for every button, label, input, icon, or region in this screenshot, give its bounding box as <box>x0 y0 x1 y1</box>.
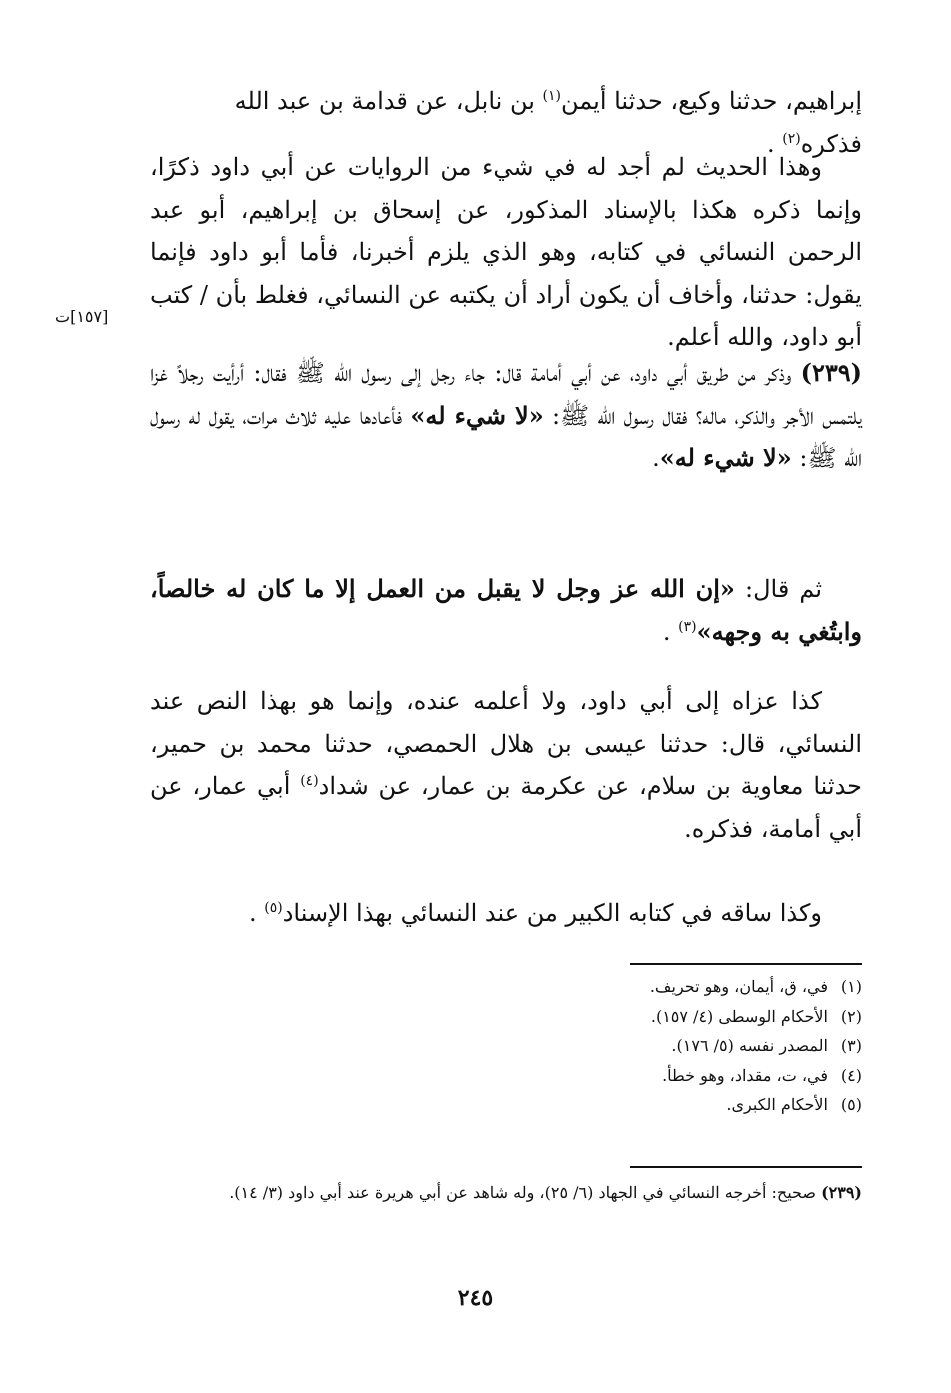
paragraph-1-text: إبراهيم، حدثنا وكيع، حدثنا أيمن <box>561 87 862 115</box>
footnote-ref-5[interactable]: (٥) <box>264 900 283 916</box>
paragraph-5-text: كذا عزاه إلى أبي داود، ولا أعلمه عنده، وإنما هو بهذا النص عند النسائي، قال: حدثنا عيسى بن هلال الحمصي، حدثنا محمد بن حمير، حدثنا معاوية بن سلام، عن عكرمة بن عمار، عن شداد <box>150 687 862 800</box>
footnote-5-number: (٥) <box>840 1095 862 1114</box>
footnote-5 <box>420 1090 862 1120</box>
takhrij-note <box>150 1178 862 1208</box>
takhrij-number: (٢٣٩) <box>821 1183 862 1202</box>
paragraph-hadith-239 <box>150 352 862 480</box>
footnote-ref-1[interactable]: (١) <box>542 88 561 104</box>
paragraph-1-text-b: بن نابل، عن قدامة بن عبد الله فذكره <box>234 87 862 158</box>
paragraph-6 <box>150 892 862 935</box>
footnote-2-text: الأحكام الوسطى (٤/ ١٥٧). <box>650 1006 828 1026</box>
footnote-1 <box>420 972 862 1002</box>
footnote-1-text: في، ق، أيمان، وهو تحريف. <box>649 977 828 996</box>
footnote-5-text: الأحكام الكبرى. <box>726 1095 828 1114</box>
paragraph-5-text-b: أبي عمار، عن أبي أمامة، فذكره. <box>150 772 862 843</box>
footnote-separator <box>630 963 862 965</box>
footnote-3-number: (٣) <box>840 1036 862 1055</box>
margin-manuscript-note: [١٥٧]ت <box>55 307 109 326</box>
footnote-1-number: (١) <box>840 977 862 996</box>
footnote-4-number: (٤) <box>840 1065 862 1085</box>
paragraph-5 <box>150 680 862 850</box>
paragraph-6-end: . <box>248 899 265 927</box>
paragraph-6-text: وكذا ساقه في كتابه الكبير من عند النسائي بهذا الإسناد <box>282 899 822 927</box>
hadith-text-end: . <box>652 444 660 472</box>
paragraph-4-text: ثم قال: <box>734 575 823 603</box>
paragraph-2 <box>150 146 862 359</box>
hadith-text-b: فأعادها عليه ثلاث مرات، يقول له رسول الله ﷺ: <box>150 401 862 472</box>
footnote-2-number: (٢) <box>840 1006 862 1026</box>
page-number: ٢٤٥ <box>457 1285 494 1311</box>
hadith-text-a: وذكر من طريق أبي داود، عن أبي أمامة قال: جاء رجل إلى رسول الله ﷺ فقال: أرأيت رجلاً غزا يلتمس الأجر والذكر، ماله؟ فقال رسول الله ﷺ: <box>150 359 863 430</box>
footnote-4-text: في، ت، مقداد، وهو خطأ. <box>662 1065 828 1085</box>
footnote-3-text: المصدر نفسه (٥/ ١٧٦). <box>671 1036 828 1055</box>
prophetic-saying-1: «لا شيء له» <box>410 400 544 430</box>
footnote-4 <box>420 1061 862 1091</box>
paragraph-2-text: وهذا الحديث لم أجد له في شيء من الروايات عن أبي داود ذكرًا، وإنما ذكره هكذا بالإسناد المذكور، عن إسحاق بن إبراهيم، أبو عبد الرحمن النسائي في كتابه، وهو الذي يلزم أخبرنا، فأما أبو داود فإنما يقول: حدثنا، وأخاف أن يكون أراد أن يكتبه عن النسائي، فغلط بأن / كتب أبو داود، والله أعلم. <box>150 153 863 351</box>
footnote-ref-4[interactable]: (٤) <box>300 773 319 789</box>
footnote-ref-2[interactable]: (٢) <box>782 130 801 147</box>
footnote-2 <box>420 1002 862 1032</box>
prophetic-saying-2: «لا شيء له» <box>659 443 792 472</box>
takhrij-separator <box>630 1166 862 1168</box>
paragraph-1-end: . <box>766 129 783 158</box>
takhrij-text: صحيح: أخرجه النسائي في الجهاد (٦/ ٢٥)، وله شاهد عن أبي هريرة عند أبي داود (٣/ ١٤). <box>229 1183 822 1202</box>
hadith-number: (٢٣٩) <box>800 358 862 387</box>
paragraph-4 <box>150 568 862 653</box>
prophetic-saying-3: «إن الله عز وجل لا يقبل من العمل إلا ما كان له خالصاً، وابتُغي به وجهه» <box>150 574 862 646</box>
footnote-3 <box>420 1031 862 1061</box>
paragraph-4-end: . <box>662 617 679 646</box>
footnotes <box>420 972 862 1120</box>
footnote-ref-3[interactable]: (٣) <box>678 618 697 635</box>
